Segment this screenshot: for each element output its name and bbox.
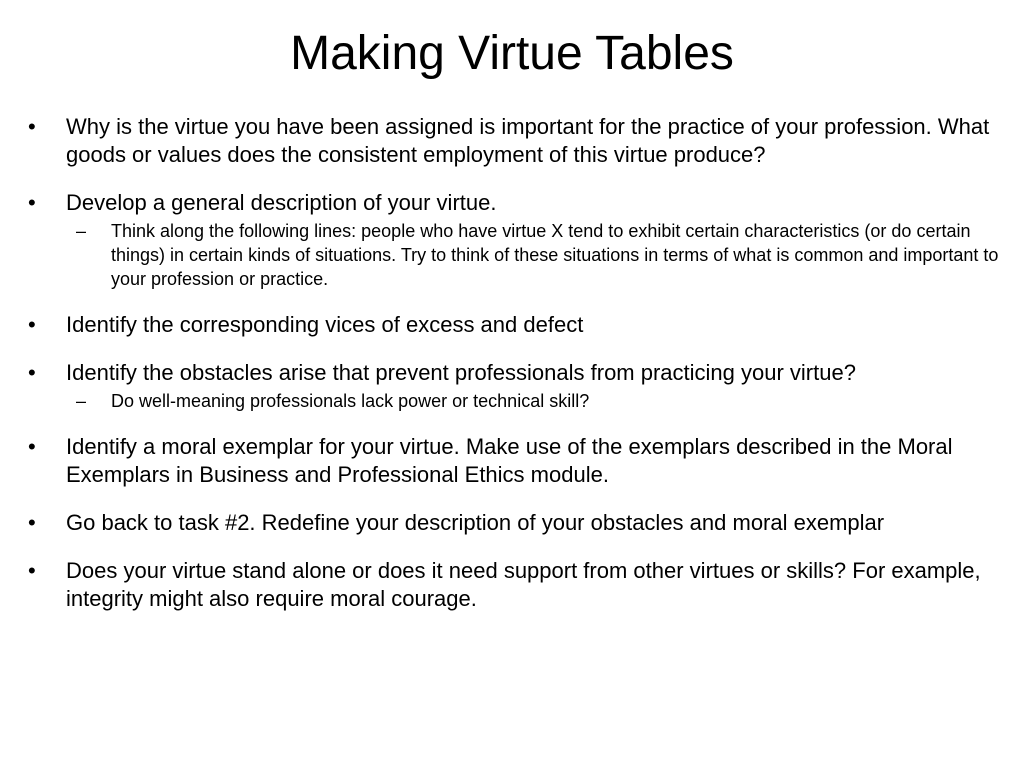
sub-bullet-item: [66, 219, 1018, 291]
bullet-text: Does your virtue stand alone or does it need support from other virtues or skills? For example, integrity might also require moral courage.: [66, 558, 981, 611]
bullet-list: [28, 113, 1018, 633]
bullet-dot-icon: •: [28, 510, 36, 535]
bullet-text: Identify a moral exemplar for your virtue. Make use of the exemplars described in the Moral Exemplars in Business and Professional Ethics module.: [66, 434, 953, 487]
bullet-text: Identify the obstacles arise that prevent professionals from practicing your virtue?: [66, 360, 856, 385]
bullet-text: Identify the corresponding vices of excess and defect: [66, 312, 584, 337]
sub-bullet-item: [66, 389, 1018, 413]
bullet-text: Why is the virtue you have been assigned is important for the practice of your profession. What goods or values does the consistent employment of this virtue produce?: [66, 114, 990, 167]
dash-icon: –: [76, 391, 87, 411]
bullet-dot-icon: •: [28, 312, 36, 337]
bullet-dot-icon: •: [28, 360, 36, 385]
bullet-item: [28, 557, 1018, 613]
bullet-item: [28, 311, 1018, 339]
sub-bullet-text: Think along the following lines: people who have virtue X tend to exhibit certain characteristics (or do certain things) in certain kinds of situations. Try to think of these situations in terms of what is common and important to your profession or practice.: [111, 221, 999, 289]
bullet-item: [28, 189, 1018, 291]
slide-title: Making Virtue Tables: [290, 27, 734, 80]
bullet-item: [28, 359, 1018, 413]
sub-bullet-text: Do well-meaning professionals lack power or technical skill?: [111, 391, 590, 411]
bullet-item: [28, 113, 1018, 169]
bullet-dot-icon: •: [28, 190, 36, 215]
bullet-text: Go back to task #2. Redefine your description of your obstacles and moral exemplar: [66, 510, 885, 535]
bullet-item: [28, 509, 1018, 537]
bullet-item: [28, 433, 1018, 489]
dash-icon: –: [76, 221, 87, 241]
bullet-dot-icon: •: [28, 558, 36, 583]
bullet-dot-icon: •: [28, 434, 36, 459]
bullet-dot-icon: •: [28, 114, 36, 139]
sub-bullet-list: [66, 219, 1018, 291]
sub-bullet-list: [66, 389, 1018, 413]
bullet-text: Develop a general description of your virtue.: [66, 190, 497, 215]
